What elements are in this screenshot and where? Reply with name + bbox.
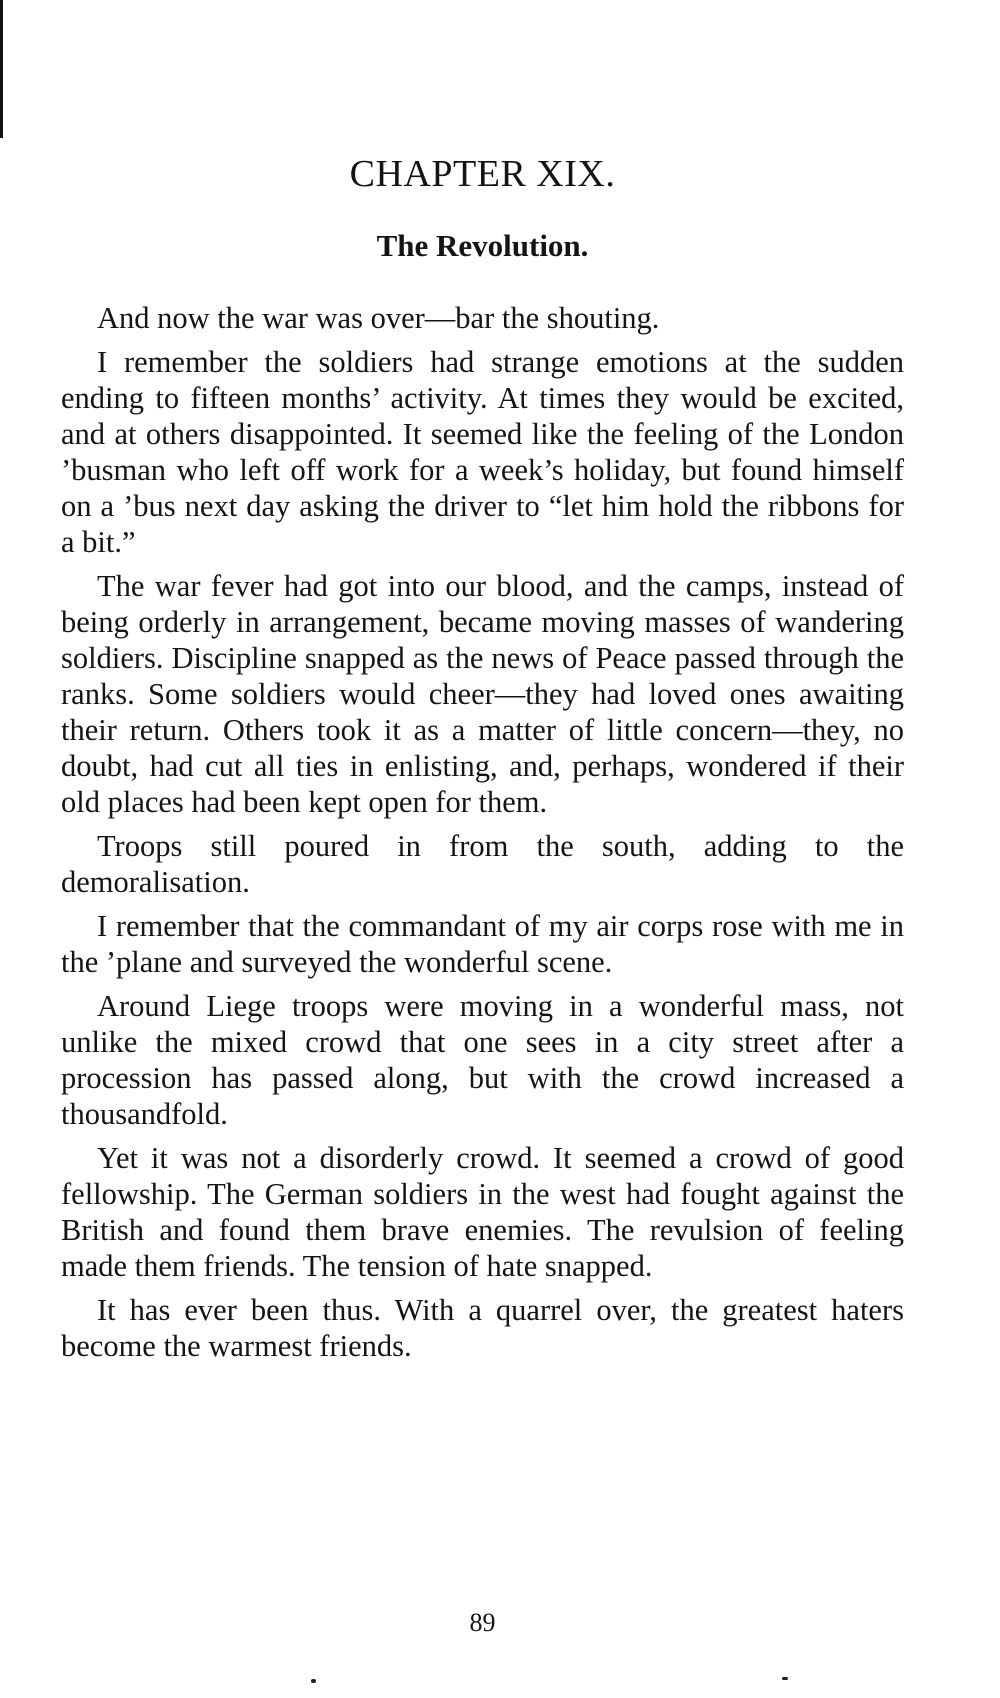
paragraph: I remember that the commandant of my air corps rose with me in the ’plane and surveyed the wonderful scene. <box>61 909 904 979</box>
paragraph: The war fever had got into our blood, and the camps, instead of being orderly in arrangement, became moving masses of wandering soldiers. Discipline snapped as the news of Peace passed through the ranks. Some soldiers would cheer—they had loved ones awaiting their return. Others took it as a matter of little concern—they, no doubt, had cut all ties in enlisting, and, perhaps, wondered if their old places had been kept open for them. <box>61 569 904 819</box>
paragraph: Around Liege troops were moving in a wonderful mass, not unlike the mixed crowd that one sees in a city street after a procession has passed along, but with the crowd increased a thousandfold. <box>61 989 904 1131</box>
scan-speck <box>311 1679 316 1683</box>
chapter-title: CHAPTER XIX. <box>349 153 616 195</box>
paragraph: Yet it was not a disorderly crowd. It seemed a crowd of good fellowship. The German soldiers in the west had fought against the British and found them brave enemies. The revulsion of feeling made them friends. The tension of hate snapped. <box>61 1141 904 1283</box>
scan-speck <box>782 1677 788 1680</box>
scan-edge-line <box>0 0 3 138</box>
paragraph: And now the war was over—bar the shouting. <box>97 301 660 335</box>
page-number: 89 <box>469 1608 496 1637</box>
paragraph: Troops still poured in from the south, adding to the demoralisation. <box>61 829 904 899</box>
chapter-subtitle: The Revolution. <box>376 228 589 263</box>
paragraph: I remember the soldiers had strange emotions at the sudden ending to fifteen months’ activity. At times they would be excited, and at others disappointed. It seemed like the feeling of the London ’busman who left off work for a week’s holiday, but found himself on a ’bus next day asking the driver to “let him hold the ribbons for a bit.” <box>61 345 904 559</box>
paragraph: It has ever been thus. With a quarrel over, the greatest haters become the warmest friends. <box>61 1293 904 1363</box>
chapter-body <box>61 300 904 1372</box>
